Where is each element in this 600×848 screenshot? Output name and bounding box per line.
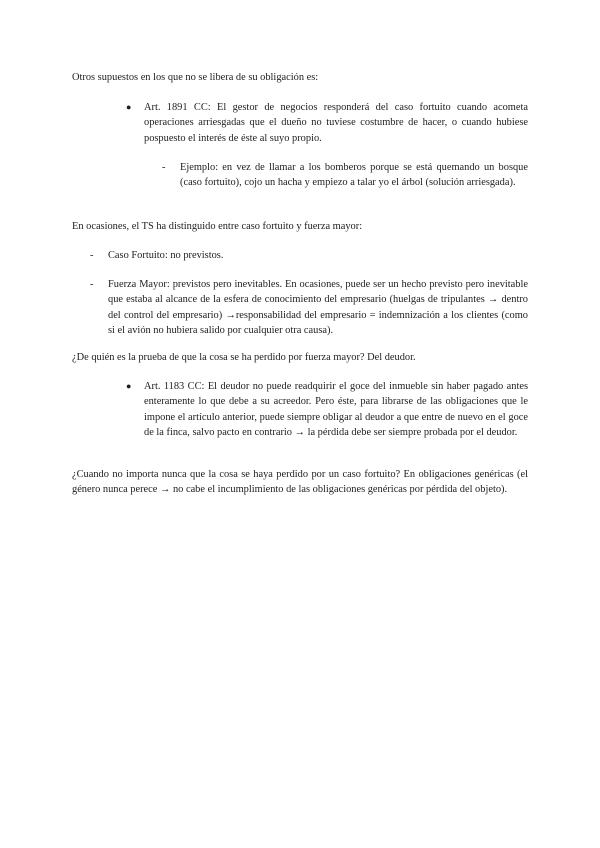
dash-marker: - — [90, 279, 94, 290]
bullet-marker: ● — [126, 102, 132, 112]
ts-distinction-paragraph: En ocasiones, el TS ha distinguido entre caso fortuito y fuerza mayor: — [72, 221, 363, 232]
dash-marker: - — [90, 250, 94, 261]
fuerza-mayor-item: Fuerza Mayor: previstos pero inevitables. En ocasiones, puede ser un hecho previsto pero inevitable que estaba al alcance de la esfera de conocimiento del empresario (huelgas de tripulantes → dentro del control del empresario) →responsabilidad del empresario = indemnización a los clientes (como si el avión no hubiera salido por cualquier otra causa). — [108, 279, 528, 337]
article-1891-bullet: Art. 1891 CC: El gestor de negocios responderá del caso fortuito cuando acometa operaciones arriesgadas que el dueño no tuviese costumbre de hacer, o cuando hubiese pospuesto el interés de éste al suyo propio. — [144, 102, 528, 144]
intro-paragraph: Otros supuestos en los que no se libera de su obligación es: — [72, 72, 319, 83]
genericas-paragraph: ¿Cuando no importa nunca que la cosa se haya perdido por un caso fortuito? En obligaciones genéricas (el género nunca perece → no cabe el incumplimiento de las obligaciones genéricas por pérdida del objeto). — [72, 469, 528, 496]
caso-fortuito-item: Caso Fortuito: no previstos. — [108, 250, 224, 261]
article-1183-bullet: Art. 1183 CC: El deudor no puede readquirir el goce del inmueble sin haber pagado antes enteramente lo que debe a su acreedor. Pero éste, para librarse de las obligaciones que le impone el artículo anterior, puede siempre obligar al deudor a que entre de nuevo en el goce de la finca, salvo pacto en contrario → la pérdida debe ser siempre probada por el deudor. — [144, 381, 528, 439]
example-subitem: Ejemplo: en vez de llamar a los bomberos porque se está quemando un bosque (caso fortuito), cojo un hacha y empiezo a talar yo el árbol (solución arriesgada). — [180, 162, 528, 189]
dash-marker: - — [162, 162, 166, 173]
prueba-question-paragraph: ¿De quién es la prueba de que la cosa se ha perdido por fuerza mayor? Del deudor. — [72, 352, 416, 363]
bullet-marker: ● — [126, 381, 132, 391]
